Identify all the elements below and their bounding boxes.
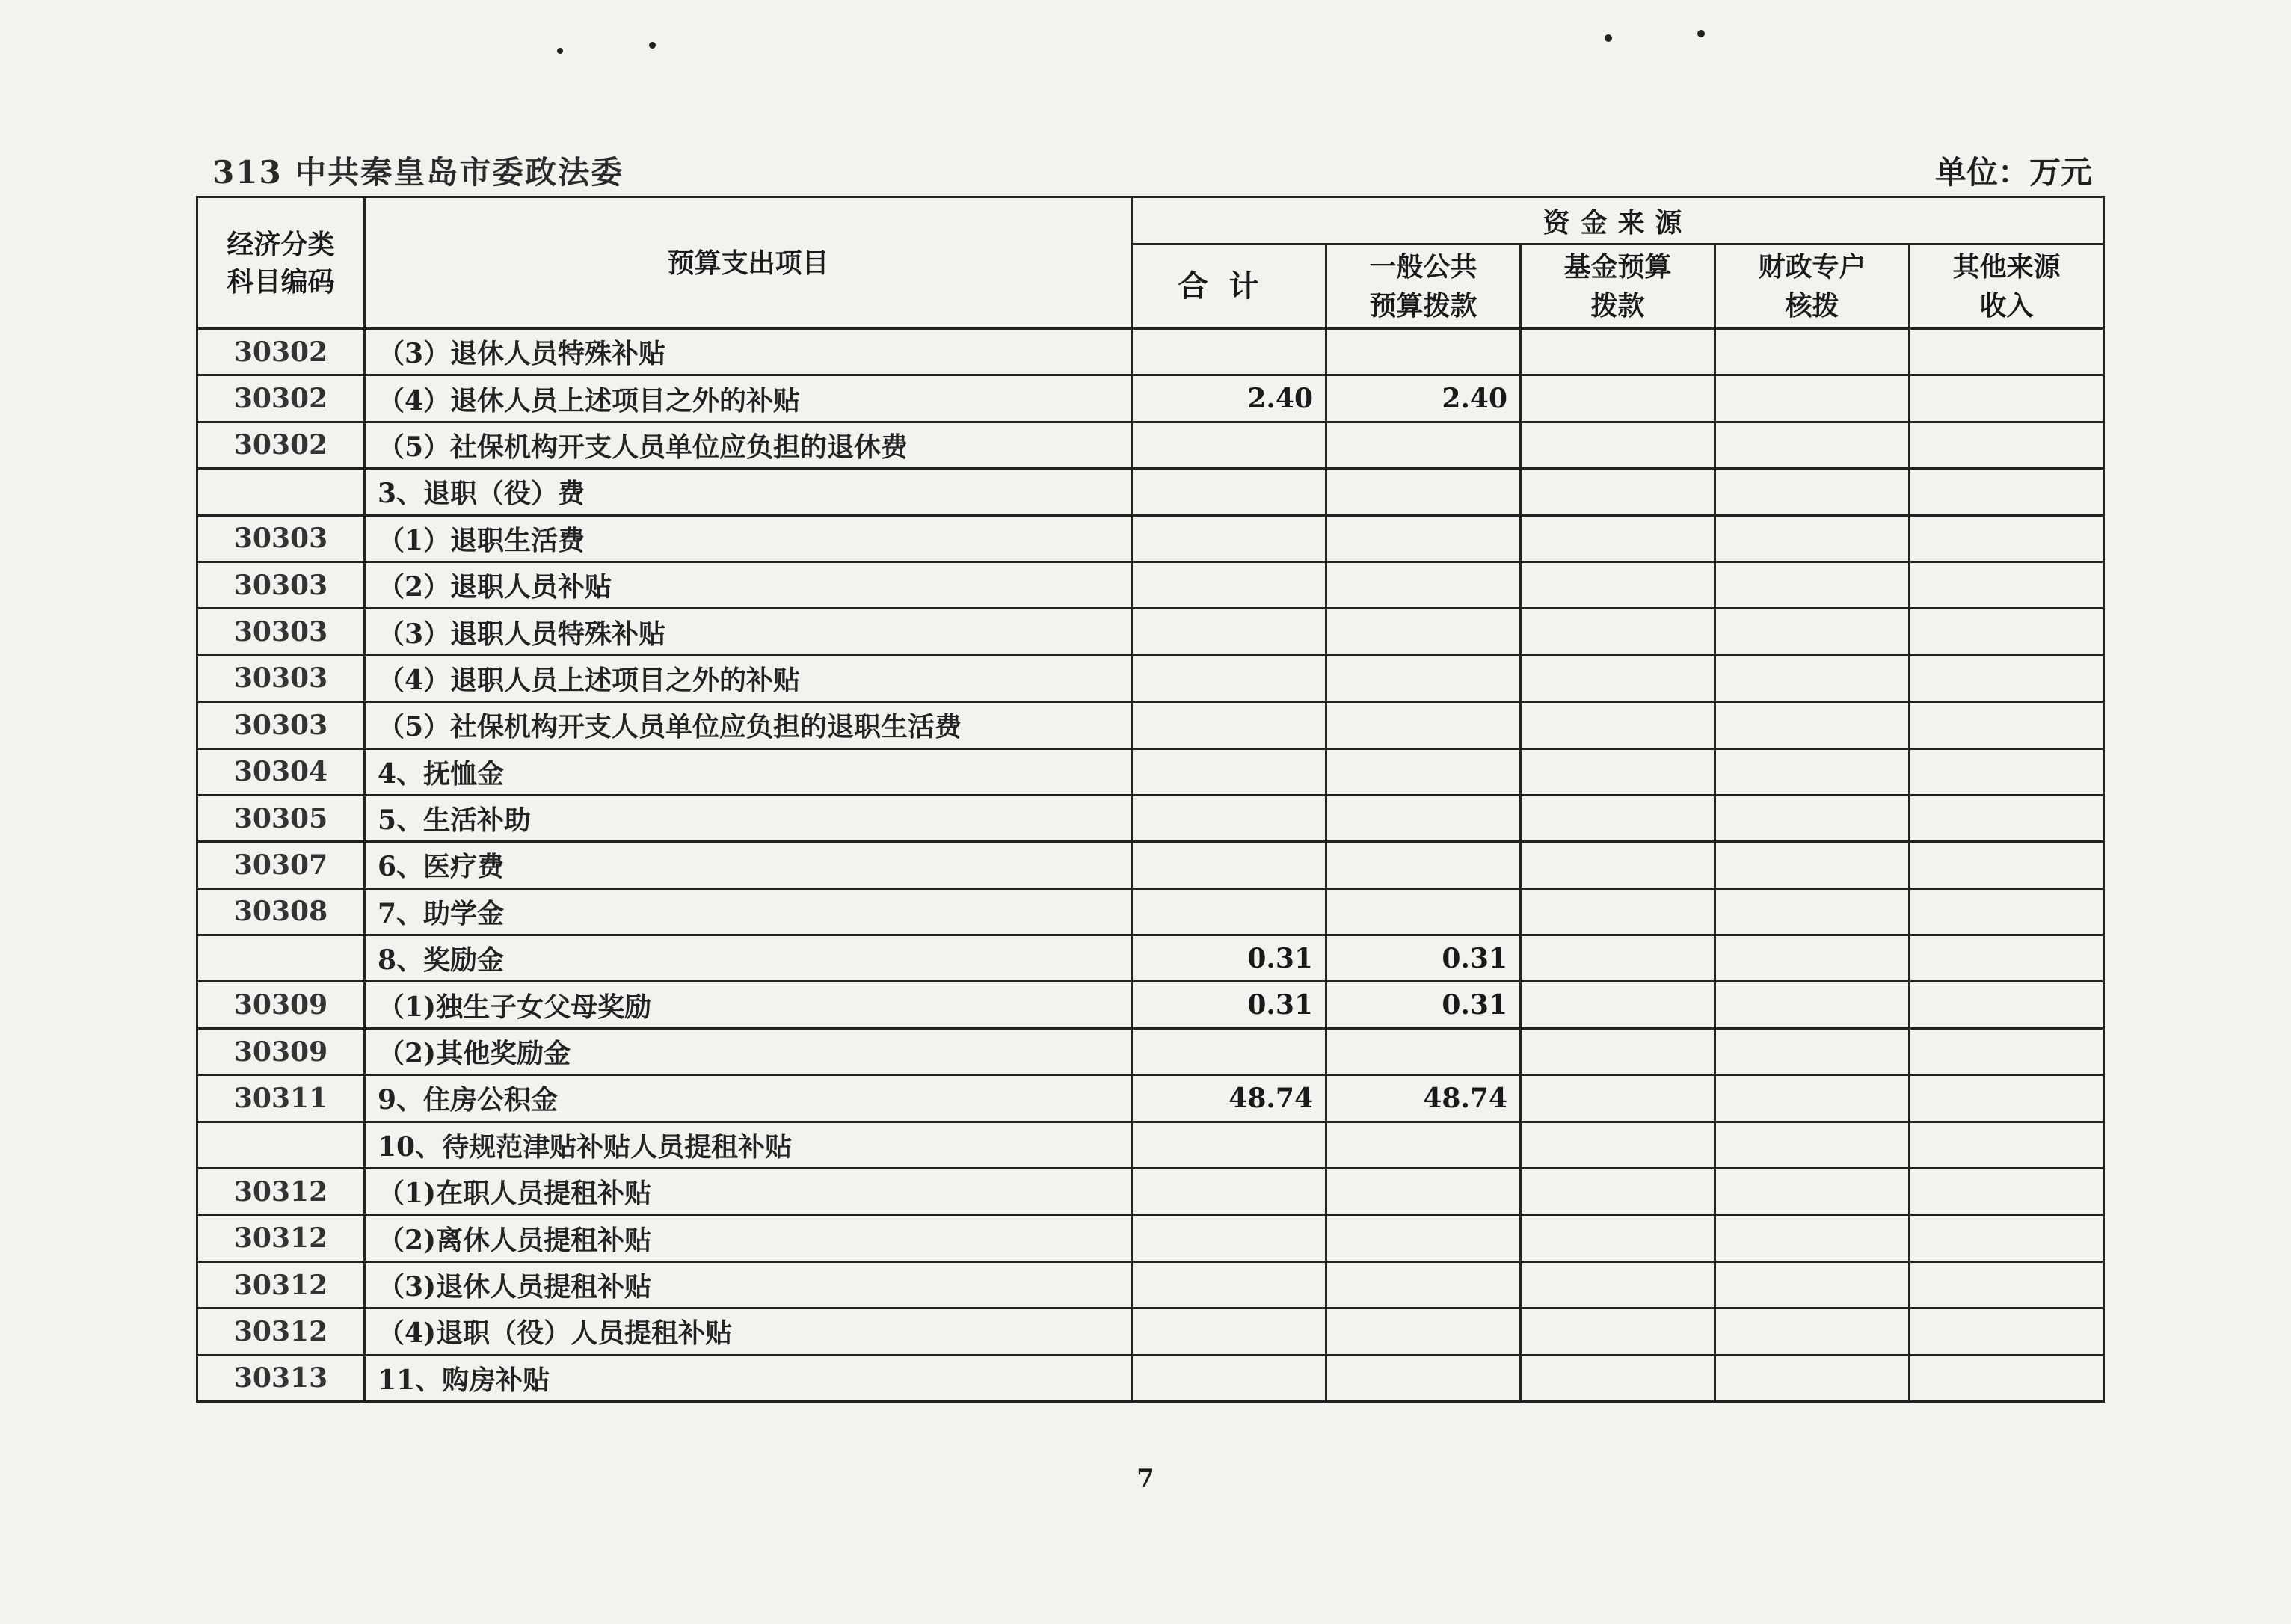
cell-total: 48.74 (1132, 1075, 1326, 1122)
cell-general-budget (1326, 515, 1521, 562)
cell-total (1132, 1122, 1326, 1168)
cell-general-budget (1326, 655, 1521, 701)
cell-code: 30302 (197, 375, 365, 422)
cell-other-income (1910, 562, 2104, 608)
cell-other-income (1910, 422, 2104, 468)
cell-item: （2)其他奖励金 (365, 1028, 1132, 1074)
cell-fund-budget (1521, 702, 1715, 748)
cell-code: 30312 (197, 1169, 365, 1215)
page-number: 7 (1137, 1464, 1154, 1494)
table-row (197, 655, 2104, 701)
cell-code: 30303 (197, 515, 365, 562)
cell-item: 11、购房补贴 (365, 1355, 1132, 1401)
cell-other-income (1910, 1075, 2104, 1122)
cell-code: 30303 (197, 655, 365, 701)
cell-code: 30307 (197, 842, 365, 888)
cell-fund-budget (1521, 609, 1715, 655)
cell-code: 30305 (197, 795, 365, 841)
cell-special-account (1715, 469, 1910, 515)
cell-code: 30302 (197, 329, 365, 375)
cell-special-account (1715, 422, 1910, 468)
cell-code: 30309 (197, 1028, 365, 1074)
cell-item: 5、生活补助 (365, 795, 1132, 841)
cell-general-budget: 48.74 (1326, 1075, 1521, 1122)
cell-general-budget (1326, 1028, 1521, 1074)
table-row (197, 515, 2104, 562)
scan-speck (1697, 30, 1705, 37)
cell-other-income (1910, 469, 2104, 515)
cell-general-budget (1326, 795, 1521, 841)
cell-total: 2.40 (1132, 375, 1326, 422)
cell-total (1132, 609, 1326, 655)
cell-special-account (1715, 982, 1910, 1028)
table-row (197, 1215, 2104, 1261)
cell-item: 3、退职（役）费 (365, 469, 1132, 515)
cell-fund-budget (1521, 795, 1715, 841)
cell-general-budget: 2.40 (1326, 375, 1521, 422)
cell-special-account (1715, 702, 1910, 748)
cell-other-income (1910, 795, 2104, 841)
cell-special-account (1715, 1122, 1910, 1168)
cell-special-account (1715, 655, 1910, 701)
cell-general-budget (1326, 888, 1521, 935)
header-special-line1: 财政专户 (1758, 251, 1866, 283)
table-row (197, 935, 2104, 982)
cell-fund-budget (1521, 982, 1715, 1028)
cell-item: 9、住房公积金 (365, 1075, 1132, 1122)
cell-other-income (1910, 1028, 2104, 1074)
cell-fund-budget (1521, 469, 1715, 515)
table-row (197, 469, 2104, 515)
cell-other-income (1910, 515, 2104, 562)
cell-code (197, 469, 365, 515)
cell-other-income (1910, 1215, 2104, 1261)
table-row (197, 1169, 2104, 1215)
header-code-line2: 科目编码 (227, 265, 335, 298)
organization-title: 313 中共秦皇岛市委政法委 (212, 154, 624, 191)
cell-item: （5）社保机构开支人员单位应负担的退休费 (365, 422, 1132, 468)
table-row (197, 1308, 2104, 1355)
cell-other-income (1910, 935, 2104, 982)
cell-code: 30312 (197, 1261, 365, 1308)
cell-other-income (1910, 888, 2104, 935)
cell-total (1132, 515, 1326, 562)
cell-general-budget (1326, 1308, 1521, 1355)
cell-code: 30303 (197, 609, 365, 655)
header-general-line1: 一般公共 (1369, 251, 1477, 283)
table-row (197, 1261, 2104, 1308)
cell-other-income (1910, 1261, 2104, 1308)
scan-speck (649, 42, 656, 49)
cell-general-budget (1326, 1261, 1521, 1308)
cell-special-account (1715, 562, 1910, 608)
budget-table (196, 196, 2105, 1403)
cell-general-budget (1326, 748, 1521, 795)
cell-item: （2）退职人员补贴 (365, 562, 1132, 608)
cell-code: 30312 (197, 1215, 365, 1261)
cell-general-budget: 0.31 (1326, 982, 1521, 1028)
cell-item: （3）退休人员特殊补贴 (365, 329, 1132, 375)
table-row (197, 1028, 2104, 1074)
cell-total (1132, 888, 1326, 935)
cell-total (1132, 422, 1326, 468)
table-header-row (197, 197, 2104, 244)
cell-total: 0.31 (1132, 982, 1326, 1028)
cell-total (1132, 469, 1326, 515)
cell-total (1132, 329, 1326, 375)
cell-fund-budget (1521, 329, 1715, 375)
cell-special-account (1715, 609, 1910, 655)
cell-general-budget (1326, 329, 1521, 375)
table-row (197, 795, 2104, 841)
cell-code: 30303 (197, 702, 365, 748)
cell-special-account (1715, 888, 1910, 935)
cell-special-account (1715, 375, 1910, 422)
cell-fund-budget (1521, 1308, 1715, 1355)
cell-general-budget (1326, 422, 1521, 468)
cell-special-account (1715, 1215, 1910, 1261)
cell-code: 30308 (197, 888, 365, 935)
cell-fund-budget (1521, 422, 1715, 468)
cell-total (1132, 1355, 1326, 1401)
cell-item: 7、助学金 (365, 888, 1132, 935)
cell-fund-budget (1521, 935, 1715, 982)
header-funding-source: 资金来源 (1132, 197, 2104, 244)
cell-fund-budget (1521, 1028, 1715, 1074)
cell-other-income (1910, 375, 2104, 422)
cell-general-budget (1326, 702, 1521, 748)
cell-item: 8、奖励金 (365, 935, 1132, 982)
cell-total (1132, 842, 1326, 888)
cell-general-budget (1326, 469, 1521, 515)
header-other-income (1910, 244, 2104, 329)
header-fund-line1: 基金预算 (1563, 251, 1672, 283)
table-row (197, 1355, 2104, 1401)
cell-item: 4、抚恤金 (365, 748, 1132, 795)
table-row (197, 982, 2104, 1028)
cell-other-income (1910, 609, 2104, 655)
cell-item: （5）社保机构开支人员单位应负担的退职生活费 (365, 702, 1132, 748)
table-row (197, 842, 2104, 888)
cell-item: （3)退休人员提租补贴 (365, 1261, 1132, 1308)
cell-item: （1）退职生活费 (365, 515, 1132, 562)
cell-code: 30311 (197, 1075, 365, 1122)
header-general-line2: 预算拨款 (1369, 290, 1477, 322)
cell-item: （1)独生子女父母奖励 (365, 982, 1132, 1028)
header-code-line1: 经济分类 (227, 228, 335, 260)
cell-other-income (1910, 1122, 2104, 1168)
table-row (197, 702, 2104, 748)
cell-fund-budget (1521, 655, 1715, 701)
unit-label: 单位：万元 (1934, 154, 2092, 191)
scan-speck (1605, 34, 1612, 42)
cell-other-income (1910, 1169, 2104, 1215)
header-total: 合计 (1132, 244, 1326, 329)
header-item: 预算支出项目 (365, 197, 1132, 329)
cell-special-account (1715, 795, 1910, 841)
cell-item: 6、医疗费 (365, 842, 1132, 888)
cell-other-income (1910, 329, 2104, 375)
cell-code: 30313 (197, 1355, 365, 1401)
cell-special-account (1715, 329, 1910, 375)
cell-general-budget (1326, 1355, 1521, 1401)
cell-general-budget (1326, 562, 1521, 608)
cell-item: 10、待规范津贴补贴人员提租补贴 (365, 1122, 1132, 1168)
header-special-line2: 核拨 (1785, 290, 1839, 322)
cell-special-account (1715, 1308, 1910, 1355)
cell-total (1132, 1215, 1326, 1261)
cell-code: 30304 (197, 748, 365, 795)
table-row (197, 375, 2104, 422)
cell-item: （1)在职人员提租补贴 (365, 1169, 1132, 1215)
table-row (197, 748, 2104, 795)
cell-other-income (1910, 702, 2104, 748)
cell-code: 30302 (197, 422, 365, 468)
cell-total (1132, 1308, 1326, 1355)
table-row (197, 422, 2104, 468)
table-row (197, 1122, 2104, 1168)
cell-fund-budget (1521, 1215, 1715, 1261)
table-row (197, 609, 2104, 655)
cell-code (197, 935, 365, 982)
cell-special-account (1715, 1169, 1910, 1215)
cell-code: 30303 (197, 562, 365, 608)
cell-general-budget (1326, 1122, 1521, 1168)
header-special-account (1715, 244, 1910, 329)
table-row (197, 329, 2104, 375)
header-general-budget (1326, 244, 1521, 329)
cell-special-account (1715, 1355, 1910, 1401)
cell-other-income (1910, 842, 2104, 888)
cell-special-account (1715, 1075, 1910, 1122)
cell-other-income (1910, 748, 2104, 795)
cell-fund-budget (1521, 1355, 1715, 1401)
cell-total (1132, 1028, 1326, 1074)
table-row (197, 1075, 2104, 1122)
cell-fund-budget (1521, 562, 1715, 608)
cell-special-account (1715, 515, 1910, 562)
cell-total (1132, 655, 1326, 701)
cell-fund-budget (1521, 748, 1715, 795)
cell-fund-budget (1521, 842, 1715, 888)
cell-special-account (1715, 1261, 1910, 1308)
cell-total (1132, 1261, 1326, 1308)
cell-total (1132, 795, 1326, 841)
cell-general-budget: 0.31 (1326, 935, 1521, 982)
cell-other-income (1910, 655, 2104, 701)
cell-fund-budget (1521, 888, 1715, 935)
cell-special-account (1715, 1028, 1910, 1074)
table-row (197, 888, 2104, 935)
cell-fund-budget (1521, 1169, 1715, 1215)
cell-code: 30309 (197, 982, 365, 1028)
cell-code (197, 1122, 365, 1168)
cell-general-budget (1326, 1215, 1521, 1261)
cell-total: 0.31 (1132, 935, 1326, 982)
cell-fund-budget (1521, 1261, 1715, 1308)
cell-general-budget (1326, 609, 1521, 655)
header-fund-line2: 拨款 (1590, 290, 1645, 322)
cell-total (1132, 562, 1326, 608)
cell-other-income (1910, 1308, 2104, 1355)
cell-item: （3）退职人员特殊补贴 (365, 609, 1132, 655)
header-other-line2: 收入 (1979, 290, 2034, 322)
table-row (197, 562, 2104, 608)
cell-special-account (1715, 748, 1910, 795)
header-other-line1: 其他来源 (1952, 251, 2061, 283)
cell-total (1132, 748, 1326, 795)
cell-item: （4）退职人员上述项目之外的补贴 (365, 655, 1132, 701)
cell-general-budget (1326, 1169, 1521, 1215)
cell-item: （4)退职（役）人员提租补贴 (365, 1308, 1132, 1355)
cell-total (1132, 1169, 1326, 1215)
cell-fund-budget (1521, 515, 1715, 562)
scan-speck (557, 48, 563, 54)
cell-other-income (1910, 1355, 2104, 1401)
cell-special-account (1715, 935, 1910, 982)
cell-fund-budget (1521, 1075, 1715, 1122)
cell-total (1132, 702, 1326, 748)
cell-fund-budget (1521, 1122, 1715, 1168)
header-fund-budget (1521, 244, 1715, 329)
cell-general-budget (1326, 842, 1521, 888)
header-code (197, 197, 365, 329)
cell-item: （4）退休人员上述项目之外的补贴 (365, 375, 1132, 422)
cell-item: （2)离休人员提租补贴 (365, 1215, 1132, 1261)
cell-other-income (1910, 982, 2104, 1028)
cell-special-account (1715, 842, 1910, 888)
cell-fund-budget (1521, 375, 1715, 422)
cell-code: 30312 (197, 1308, 365, 1355)
